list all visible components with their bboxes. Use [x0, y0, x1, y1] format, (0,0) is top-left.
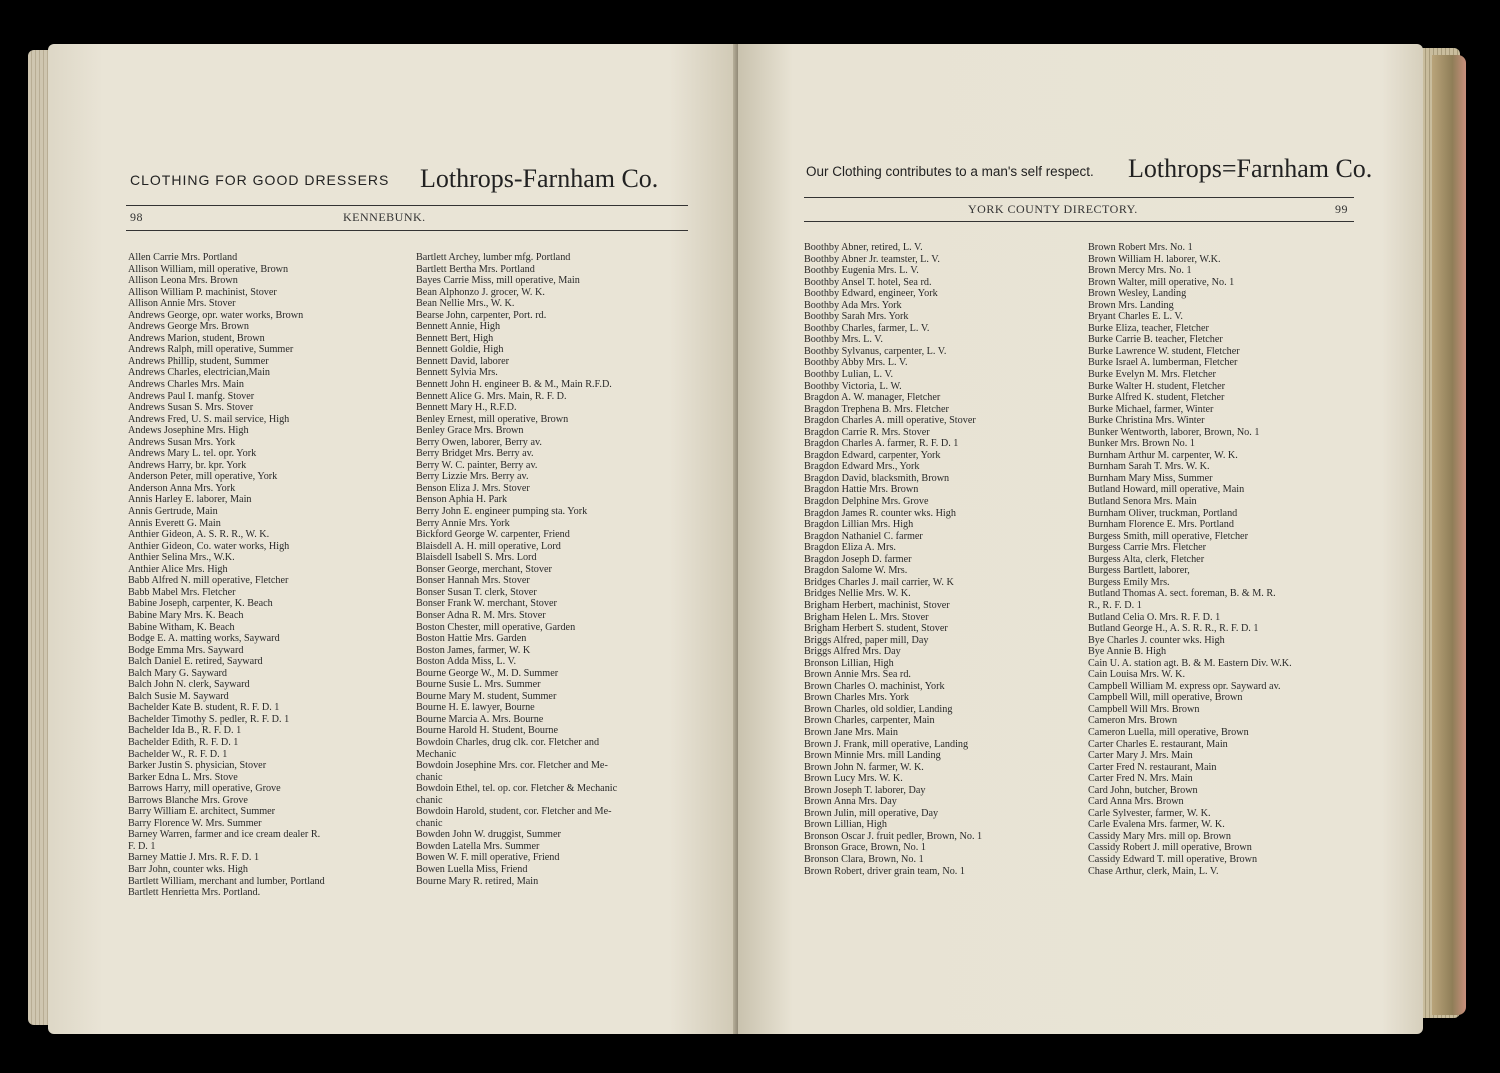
directory-entry: Bragdon Charles A. farmer, R. F. D. 1 — [804, 438, 959, 450]
directory-entry: Anderson Anna Mrs. York — [128, 482, 236, 494]
directory-entry: Brown Robert Mrs. No. 1 — [1088, 242, 1193, 253]
directory-entry: Boothby Charles, farmer, L. V. — [804, 322, 930, 334]
directory-entry: Bronson Lillian, High — [804, 657, 894, 669]
directory-entry: Cassidy Mary Mrs. mill op. Brown — [1088, 830, 1231, 842]
directory-entry: Brown Joseph T. laborer, Day — [804, 784, 926, 796]
directory-entry: Andews Josephine Mrs. High — [128, 425, 249, 437]
directory-entry: Cain U. A. station agt. B. & M. Eastern Div. W.K. — [1088, 657, 1292, 669]
directory-entry: Brown Walter, mill operative, No. 1 — [1088, 276, 1235, 288]
directory-entry: Bachelder Edith, R. F. D. 1 — [128, 736, 239, 748]
directory-entry: Butland Senora Mrs. Main — [1088, 496, 1197, 508]
directory-entry: Anthier Gideon, A. S. R. R., W. K. — [128, 529, 270, 541]
directory-entry: Bragdon Charles A. mill operative, Stover — [804, 415, 976, 427]
directory-entry: Bayes Carrie Miss, mill operative, Main — [416, 275, 580, 287]
directory-entry: Benson Aphia H. Park — [416, 494, 508, 506]
directory-entry: chanic — [416, 817, 443, 829]
right-column-2 — [1088, 242, 1292, 877]
directory-entry: Burnham Florence E. Mrs. Portland — [1088, 519, 1234, 531]
left-column-2 — [416, 252, 617, 887]
directory-entry: Bragdon Edward, carpenter, York — [804, 449, 941, 461]
directory-entry: Anderson Peter, mill operative, York — [128, 471, 278, 483]
directory-entry: Bearse John, carpenter, Port. rd. — [416, 309, 547, 321]
directory-entry: Bachelder W., R. F. D. 1 — [128, 748, 228, 760]
directory-entry: Bonser George, merchant, Stover — [416, 563, 552, 575]
directory-entry: Bowdoin Harold, student, cor. Fletcher and Me- — [416, 806, 612, 818]
directory-entry: Bryant Charles E. L. V. — [1088, 311, 1183, 323]
directory-entry: Babb Alfred N. mill operative, Fletcher — [128, 575, 289, 587]
directory-entry: Bunker Mrs. Brown No. 1 — [1088, 438, 1195, 450]
right-column-1 — [804, 242, 982, 877]
directory-entry: Carle Sylvester, farmer, W. K. — [1088, 807, 1211, 819]
directory-entry: Burke Walter H. student, Fletcher — [1088, 380, 1226, 392]
directory-entry: Brown Julin, mill operative, Day — [804, 807, 939, 819]
right-running-head: YORK COUNTY DIRECTORY. — [968, 202, 1138, 216]
directory-entry: Chase Arthur, clerk, Main, L. V. — [1088, 865, 1219, 877]
directory-entry: Boston James, farmer, W. K — [416, 644, 531, 656]
right-ad-tagline: Our Clothing contributes to a man's self respect. — [806, 164, 1094, 179]
directory-entry: Carter Charles E. restaurant, Main — [1088, 738, 1228, 750]
directory-entry: Boston Chester, mill operative, Garden — [416, 621, 576, 633]
directory-entry: Bowden John W. druggist, Summer — [416, 829, 561, 841]
directory-entry: Andrews Ralph, mill operative, Summer — [128, 344, 294, 356]
directory-entry: Bonser Susan T. clerk, Stover — [416, 586, 537, 598]
directory-entry: Campbell Will, mill operative, Brown — [1088, 692, 1243, 704]
directory-entry: Bunker Wentworth, laborer, Brown, No. 1 — [1088, 426, 1260, 438]
directory-entry: Bragdon Delphine Mrs. Grove — [804, 496, 929, 508]
directory-entry: Allison William, mill operative, Brown — [128, 263, 289, 275]
directory-entry: Boothby Edward, engineer, York — [804, 288, 938, 300]
directory-entry: Bonser Adna R. M. Mrs. Stover — [416, 609, 546, 621]
directory-entry: Boothby Sarah Mrs. York — [804, 311, 909, 323]
directory-entry: Bourne Marcia A. Mrs. Bourne — [416, 713, 544, 725]
directory-entry: Brown J. Frank, mill operative, Landing — [804, 738, 969, 750]
directory-entry: Andrews Mary L. tel. opr. York — [128, 448, 257, 460]
directory-entry: Burnham Arthur M. carpenter, W. K. — [1088, 449, 1238, 461]
directory-entry: Bonser Hannah Mrs. Stover — [416, 575, 530, 587]
directory-entry: Bartlett William, merchant and lumber, Portland — [128, 875, 325, 887]
right-header-rule — [804, 197, 1354, 198]
directory-entry: Andrews Susan S. Mrs. Stover — [128, 402, 254, 414]
directory-entry: Balch Susie M. Sayward — [128, 690, 229, 702]
directory-entry: Berry Bridget Mrs. Berry av. — [416, 448, 534, 460]
directory-entry: Briggs Alfred, paper mill, Day — [804, 634, 929, 646]
directory-entry: Berry Annie Mrs. York — [416, 517, 510, 529]
directory-entry: Bartlett Archey, lumber mfg. Portland — [416, 252, 571, 263]
directory-entry: Bean Alphonzo J. grocer, W. K. — [416, 286, 545, 298]
directory-entry: Cassidy Robert J. mill operative, Brown — [1088, 842, 1252, 854]
directory-entry: Burnham Mary Miss, Summer — [1088, 472, 1213, 484]
left-running-head-rule — [126, 230, 688, 231]
directory-entry: Bachelder Timothy S. pedler, R. F. D. 1 — [128, 713, 290, 725]
directory-entry: Bragdon David, blacksmith, Brown — [804, 472, 950, 484]
directory-entry: Babb Mabel Mrs. Fletcher — [128, 586, 236, 598]
directory-entry: Bodge E. A. matting works, Sayward — [128, 633, 280, 645]
directory-entry: Blaisdell Isabell S. Mrs. Lord — [416, 552, 537, 564]
directory-entry: Card John, butcher, Brown — [1088, 784, 1198, 796]
directory-entry: Brown Lucy Mrs. W. K. — [804, 773, 903, 785]
directory-entry: R., R. F. D. 1 — [1088, 599, 1142, 611]
directory-entry: Butland Celia O. Mrs. R. F. D. 1 — [1088, 611, 1221, 623]
directory-entry: Bowdoin Josephine Mrs. cor. Fletcher and Me- — [416, 760, 608, 772]
directory-entry: Brown Mrs. Landing — [1088, 299, 1174, 311]
directory-entry: Boothby Lulian, L. V. — [804, 369, 894, 381]
right-running-head-rule — [804, 221, 1354, 222]
directory-entry: Brown Annie Mrs. Sea rd. — [804, 669, 911, 681]
directory-entry: Balch Daniel E. retired, Sayward — [128, 656, 263, 668]
directory-entry: Barr John, counter wks. High — [128, 863, 248, 875]
directory-entry: Burgess Smith, mill operative, Fletcher — [1088, 530, 1248, 542]
directory-entry: Bronson Clara, Brown, No. 1 — [804, 853, 924, 865]
directory-entry: Barker Justin S. physician, Stover — [128, 760, 267, 772]
directory-entry: Bennett Alice G. Mrs. Main, R. F. D. — [416, 390, 567, 402]
directory-entry: Brown Anna Mrs. Day — [804, 796, 897, 808]
directory-entry: Bye Annie B. High — [1088, 646, 1167, 658]
directory-entry: Carle Evalena Mrs. farmer, W. K. — [1088, 819, 1225, 831]
directory-entry: Burke Israel A. lumberman, Fletcher — [1088, 357, 1238, 369]
directory-entry: Bragdon Lillian Mrs. High — [804, 519, 914, 531]
directory-entry: Bronson Grace, Brown, No. 1 — [804, 842, 926, 854]
directory-entry: Bragdon Joseph D. farmer — [804, 553, 912, 565]
left-ad-brand: Lothrops-Farnham Co. — [420, 164, 659, 193]
directory-entry: Bennett David, laborer — [416, 355, 510, 367]
directory-entry: Bourne Mary M. student, Summer — [416, 690, 557, 702]
directory-entry: Brown Mercy Mrs. No. 1 — [1088, 265, 1192, 277]
directory-entry: Bowen W. F. mill operative, Friend — [416, 852, 560, 864]
directory-entry: Andrews George, opr. water works, Brown — [128, 309, 304, 321]
directory-entry: Bennett John H. engineer B. & M., Main R.F.D. — [416, 379, 612, 391]
directory-entry: Barney Warren, farmer and ice cream dealer R. — [128, 829, 321, 841]
directory-entry: Mechanic — [416, 748, 457, 760]
directory-entry: Brown Jane Mrs. Main — [804, 726, 898, 738]
directory-entry: Brown Minnie Mrs. mill Landing — [804, 750, 941, 762]
left-ad-tagline: CLOTHING FOR GOOD DRESSERS — [130, 172, 390, 188]
directory-entry: Butland Howard, mill operative, Main — [1088, 484, 1245, 496]
directory-entry: Bridges Charles J. mail carrier, W. K — [804, 576, 954, 588]
directory-entry: Boothby Abner, retired, L. V. — [804, 242, 923, 253]
directory-entry: Bragdon Trephena B. Mrs. Fletcher — [804, 403, 949, 415]
directory-entry: Butland Thomas A. sect. foreman, B. & M. R. — [1088, 588, 1276, 600]
directory-entry: Boothby Eugenia Mrs. L. V. — [804, 265, 919, 277]
directory-entry: Brown Charles, carpenter, Main — [804, 715, 935, 727]
right-ad-brand: Lothrops=Farnham Co. — [1128, 154, 1373, 183]
directory-entry: Burke Lawrence W. student, Fletcher — [1088, 345, 1240, 357]
directory-entry: Bowden Latella Mrs. Summer — [416, 840, 540, 852]
left-column-1 — [128, 252, 325, 899]
directory-entry: Allison William P. machinist, Stover — [128, 286, 277, 298]
directory-entry: Burnham Oliver, truckman, Portland — [1088, 507, 1238, 519]
directory-entry: Bye Charles J. counter wks. High — [1088, 634, 1225, 646]
directory-entry: Burgess Alta, clerk, Fletcher — [1088, 553, 1205, 565]
directory-entry: Bragdon Eliza A. Mrs. — [804, 542, 896, 554]
right-page-number: 99 — [1335, 202, 1348, 216]
directory-entry: Berry Lizzie Mrs. Berry av. — [416, 471, 529, 483]
directory-entry: Campbell Will Mrs. Brown — [1088, 703, 1200, 715]
directory-entry: Brigham Herbert, machinist, Stover — [804, 599, 950, 611]
directory-entry: Burke Christina Mrs. Winter — [1088, 415, 1205, 427]
directory-entry: Cameron Luella, mill operative, Brown — [1088, 726, 1249, 738]
directory-entry: Andrews Charles, electrician,Main — [128, 367, 271, 379]
left-running-head: KENNEBUNK. — [343, 210, 426, 224]
directory-entry: Bourne Mary R. retired, Main — [416, 875, 539, 887]
directory-entry: Bragdon A. W. manager, Fletcher — [804, 392, 941, 404]
directory-entry: Brigham Herbert S. student, Stover — [804, 623, 948, 635]
directory-entry: Bennett Annie, High — [416, 321, 501, 333]
directory-entry: Bennett Sylvia Mrs. — [416, 367, 498, 379]
directory-entry: Brigham Helen L. Mrs. Stover — [804, 611, 929, 623]
directory-entry: Andrews Marion, student, Brown — [128, 332, 265, 344]
left-page — [48, 44, 738, 1034]
directory-entry: Card Anna Mrs. Brown — [1088, 796, 1184, 808]
directory-entry: Bourne Harold H. Student, Bourne — [416, 725, 559, 737]
directory-entry: Burnham Sarah T. Mrs. W. K. — [1088, 461, 1210, 473]
directory-entry: Burke Michael, farmer, Winter — [1088, 403, 1214, 415]
directory-entry: Carter Fred N. Mrs. Main — [1088, 773, 1193, 785]
directory-entry: Benley Ernest, mill operative, Brown — [416, 413, 569, 425]
directory-entry: Anthier Alice Mrs. High — [128, 563, 228, 575]
right-page — [738, 44, 1423, 1034]
directory-entry: Allison Annie Mrs. Stover — [128, 298, 236, 310]
directory-entry: Benson Eliza J. Mrs. Stover — [416, 482, 530, 494]
directory-entry: Boothby Abby Mrs. L. V. — [804, 357, 908, 369]
directory-entry: Bachelder Kate B. student, R. F. D. 1 — [128, 702, 280, 714]
directory-entry: Bennett Mary H., R.F.D. — [416, 402, 517, 414]
directory-entry: Cameron Mrs. Brown — [1088, 715, 1178, 727]
directory-entry: Bean Nellie Mrs., W. K. — [416, 298, 515, 310]
directory-entry: Boothby Mrs. L. V. — [804, 334, 883, 346]
directory-entry: chanic — [416, 794, 443, 806]
directory-entry: Andrews Phillip, student, Summer — [128, 355, 269, 367]
directory-entry: Brown Charles, old soldier, Landing — [804, 703, 953, 715]
directory-entry: Bourne H. E. lawyer, Bourne — [416, 702, 535, 714]
directory-entry: Annis Gertrude, Main — [128, 506, 218, 518]
directory-entry: Bowdoin Charles, drug clk. cor. Fletcher and — [416, 736, 600, 748]
directory-entry: Brown Wesley, Landing — [1088, 288, 1187, 300]
directory-entry: Boothby Ada Mrs. York — [804, 299, 902, 311]
directory-entry: Andrews Harry, br. kpr. York — [128, 459, 247, 471]
directory-entry: Bragdon Hattie Mrs. Brown — [804, 484, 919, 496]
directory-entry: Cain Louisa Mrs. W. K. — [1088, 669, 1186, 681]
directory-entry: Brown John N. farmer, W. K. — [804, 761, 924, 773]
directory-entry: Brown Charles Mrs. York — [804, 692, 909, 704]
directory-entry: Bragdon Carrie R. Mrs. Stover — [804, 426, 930, 438]
directory-entry: Boston Adda Miss, L. V. — [416, 656, 517, 668]
directory-entry: Brown Robert, driver grain team, No. 1 — [804, 865, 965, 877]
directory-entry: Burke Evelyn M. Mrs. Fletcher — [1088, 369, 1216, 381]
directory-entry: Bridges Nellie Mrs. W. K. — [804, 588, 911, 600]
directory-entry: Babine Joseph, carpenter, K. Beach — [128, 598, 273, 610]
directory-entry: Bowen Luella Miss, Friend — [416, 863, 528, 875]
directory-entry: Bragdon Salome W. Mrs. — [804, 565, 908, 577]
directory-entry: Berry W. C. painter, Berry av. — [416, 459, 538, 471]
directory-entry: Andrews George Mrs. Brown — [128, 321, 249, 333]
directory-entry: Barry William E. architect, Summer — [128, 806, 276, 818]
directory-entry: Balch John N. clerk, Sayward — [128, 679, 250, 691]
directory-entry: Benley Grace Mrs. Brown — [416, 425, 524, 437]
directory-entry: Bragdon James R. counter wks. High — [804, 507, 956, 519]
directory-entry: Carter Mary J. Mrs. Main — [1088, 750, 1193, 762]
directory-entry: Annis Everett G. Main — [128, 517, 221, 529]
directory-entry: Burgess Carrie Mrs. Fletcher — [1088, 542, 1207, 554]
directory-entry: Burgess Emily Mrs. — [1088, 576, 1170, 588]
directory-entry: Bennett Bert, High — [416, 332, 494, 344]
directory-entry: Burke Alfred K. student, Fletcher — [1088, 392, 1225, 404]
book-fore-edge — [1432, 55, 1466, 1015]
directory-entry: Carter Fred N. restaurant, Main — [1088, 761, 1217, 773]
directory-entry: Bartlett Bertha Mrs. Portland — [416, 263, 535, 275]
directory-entry: Bartlett Henrietta Mrs. Portland. — [128, 887, 261, 899]
directory-entry: Butland George H., A. S. R. R., R. F. D. 1 — [1088, 623, 1259, 635]
left-header-rule — [126, 205, 688, 206]
directory-entry: Barrows Harry, mill operative, Grove — [128, 783, 281, 795]
directory-entry: Briggs Alfred Mrs. Day — [804, 646, 901, 658]
directory-entry: Bragdon Nathaniel C. farmer — [804, 530, 923, 542]
directory-entry: Blaisdell A. H. mill operative, Lord — [416, 540, 561, 552]
directory-entry: Annis Harley E. laborer, Main — [128, 494, 252, 506]
directory-entry: Andrews Charles Mrs. Main — [128, 379, 245, 391]
directory-entry: Andrews Susan Mrs. York — [128, 436, 236, 448]
directory-entry: Cassidy Edward T. mill operative, Brown — [1088, 853, 1258, 865]
directory-entry: Allen Carrie Mrs. Portland — [128, 252, 238, 263]
directory-entry: Boothby Victoria, L. W. — [804, 380, 902, 392]
directory-entry: Bodge Emma Mrs. Sayward — [128, 644, 244, 656]
directory-entry: Bachelder Ida B., R. F. D. 1 — [128, 725, 242, 737]
left-page-number: 98 — [130, 210, 143, 224]
directory-entry: Andrews Paul I. manfg. Stover — [128, 390, 255, 402]
directory-entry: F. D. 1 — [128, 840, 156, 852]
directory-entry: Berry Owen, laborer, Berry av. — [416, 436, 542, 448]
directory-entry: Bragdon Edward Mrs., York — [804, 461, 920, 473]
directory-entry: Bennett Goldie, High — [416, 344, 504, 356]
directory-entry: Burgess Bartlett, laborer, — [1088, 565, 1190, 577]
directory-entry: Andrews Fred, U. S. mail service, High — [128, 413, 290, 425]
directory-entry: Anthier Selina Mrs., W.K. — [128, 552, 235, 564]
directory-entry: Burke Carrie B. teacher, Fletcher — [1088, 334, 1223, 346]
directory-entry: Bickford George W. carpenter, Friend — [416, 529, 570, 541]
directory-entry: Babine Mary Mrs. K. Beach — [128, 609, 244, 621]
directory-entry: Bourne Susie L. Mrs. Summer — [416, 679, 541, 691]
directory-entry: Campbell William M. express opr. Sayward av. — [1088, 680, 1281, 692]
directory-entry: Brown Lillian, High — [804, 819, 887, 831]
directory-entry: Brown William H. laborer, W.K. — [1088, 253, 1221, 265]
directory-entry: Allison Leona Mrs. Brown — [128, 275, 238, 287]
directory-entry: Brown Charles O. machinist, York — [804, 680, 945, 692]
directory-entry: Boston Hattie Mrs. Garden — [416, 633, 527, 645]
directory-entry: Balch Mary G. Sayward — [128, 667, 228, 679]
directory-entry: Babine Witham, K. Beach — [128, 621, 235, 633]
directory-entry: Barry Florence W. Mrs. Summer — [128, 817, 262, 829]
directory-entry: Boothby Sylvanus, carpenter, L. V. — [804, 345, 947, 357]
directory-entry: Berry John E. engineer pumping sta. York — [416, 506, 588, 518]
directory-entry: Barker Edna L. Mrs. Stove — [128, 771, 238, 783]
directory-entry: Boothby Ansel T. hotel, Sea rd. — [804, 276, 932, 288]
directory-entry: Barrows Blanche Mrs. Grove — [128, 794, 248, 806]
directory-entry: Burke Eliza, teacher, Fletcher — [1088, 322, 1209, 334]
directory-entry: Bonser Frank W. merchant, Stover — [416, 598, 557, 610]
directory-entry: Barney Mattie J. Mrs. R. F. D. 1 — [128, 852, 260, 864]
directory-entry: chanic — [416, 771, 443, 783]
directory-entry: Boothby Abner Jr. teamster, L. V. — [804, 253, 940, 265]
directory-entry: Bourne George W., M. D. Summer — [416, 667, 559, 679]
directory-entry: Bronson Oscar J. fruit pedler, Brown, No. 1 — [804, 830, 983, 842]
directory-entry: Anthier Gideon, Co. water works, High — [128, 540, 290, 552]
directory-entry: Bowdoin Ethel, tel. op. cor. Fletcher & Mechanic — [416, 783, 618, 795]
